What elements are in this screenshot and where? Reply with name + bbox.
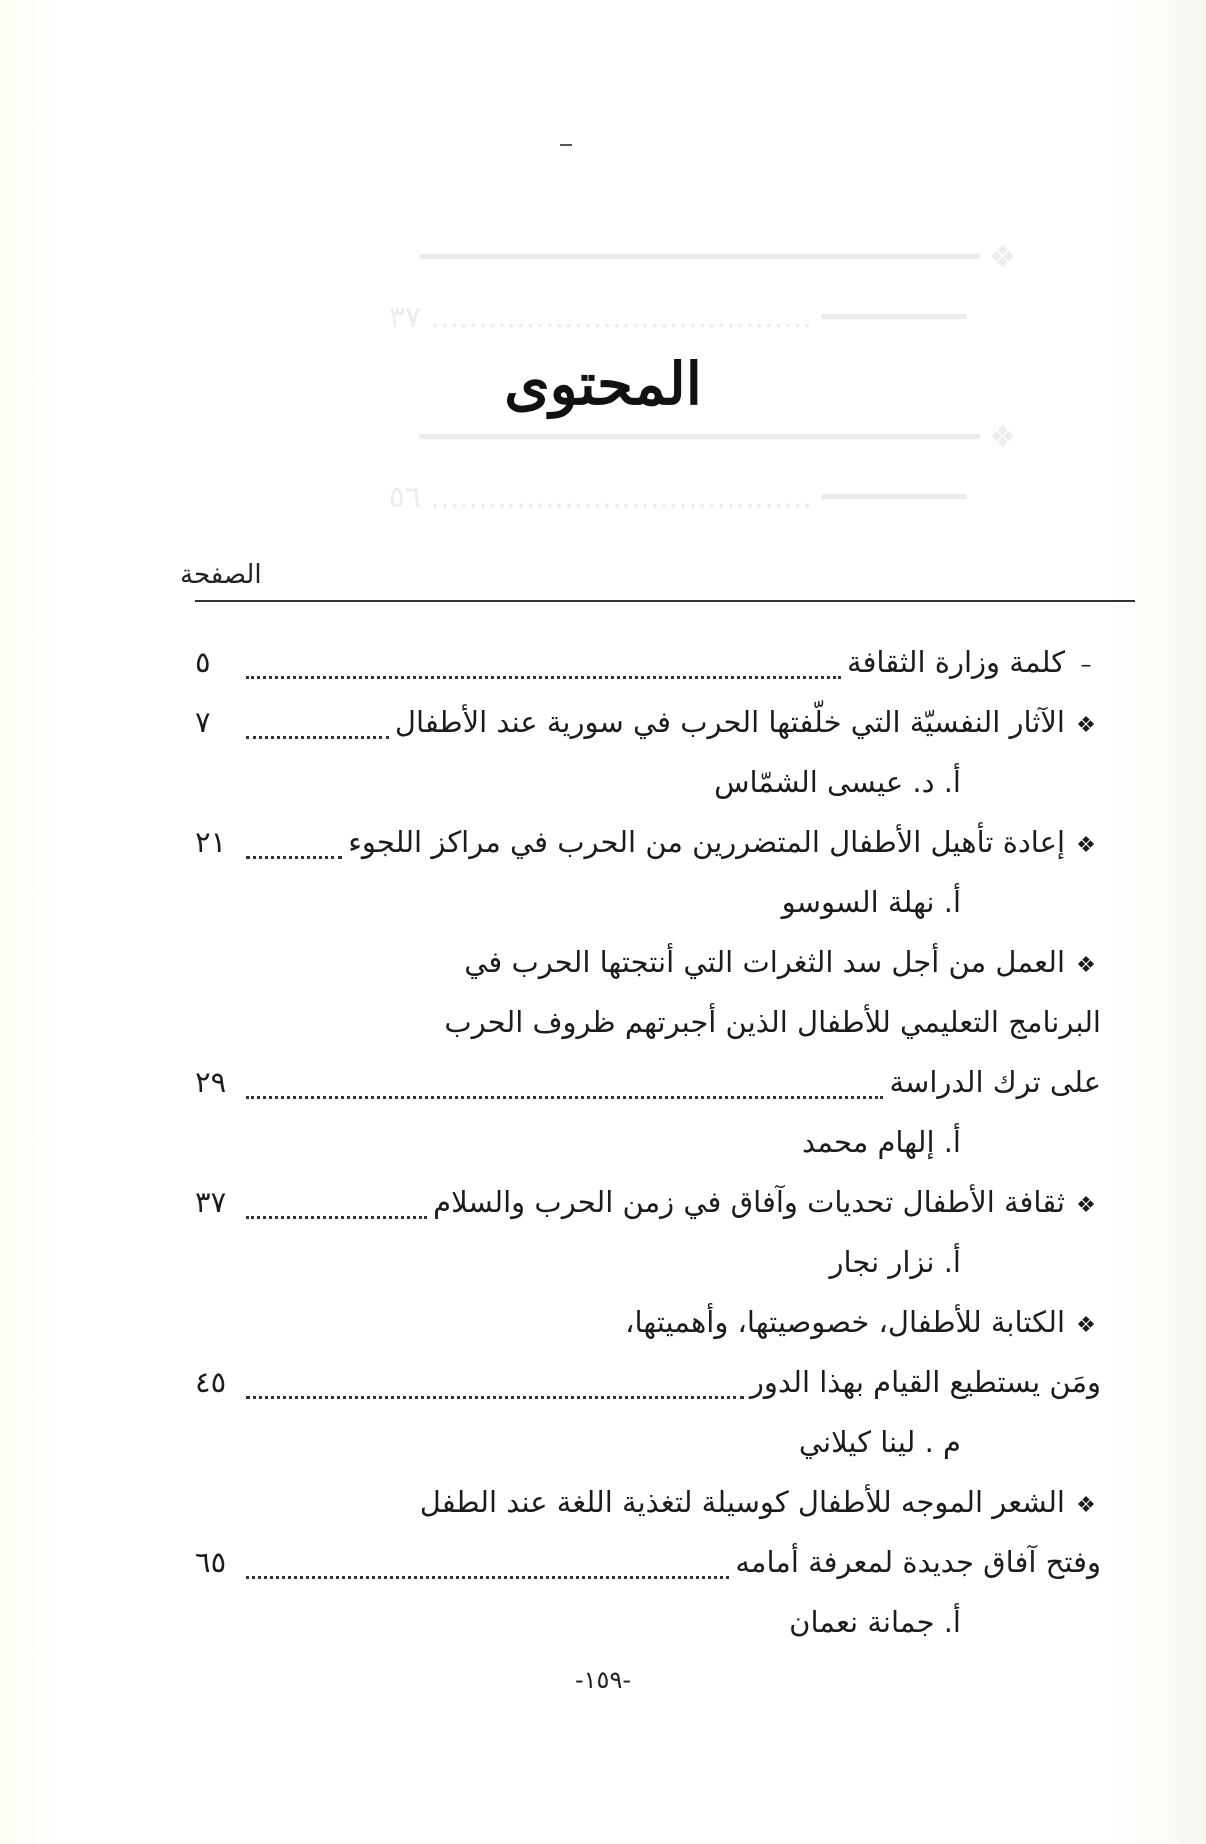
header-rule <box>195 600 1135 602</box>
toc-entry-line <box>240 1005 1101 1049</box>
entry-author: أ. جمانة نعمان <box>789 1605 961 1639</box>
entry-page-number: ٦٥ <box>195 1545 227 1579</box>
entry-page-number: ٧ <box>195 705 211 739</box>
diamond-bullet-icon: ❖ <box>1076 953 1096 978</box>
dot-leader <box>246 1576 729 1579</box>
diamond-bullet-icon: ❖ <box>1076 1493 1096 1518</box>
toc-entry-line <box>240 825 1101 869</box>
entry-title: الشعر الموجه للأطفال كوسيلة لتغذية اللغة عند الطفل <box>419 1485 1065 1519</box>
page-column-label: الصفحة <box>180 560 262 590</box>
toc-entry-line <box>240 1365 1101 1409</box>
top-dash-mark <box>560 144 572 146</box>
bleed-through-4: ━━━━━━━━ ........................................ ٥٦ <box>388 480 966 515</box>
entry-title: الآثار النفسيّة التي خلّفتها الحرب في سورية عند الأطفال <box>394 705 1065 739</box>
entry-author: أ. نهلة السوسو <box>781 885 961 919</box>
entry-title-continued: على ترك الدراسة <box>889 1065 1101 1099</box>
dot-leader <box>246 736 389 739</box>
dot-leader <box>246 1096 883 1099</box>
entry-title: إعادة تأهيل الأطفال المتضررين من الحرب في مراكز اللجوء <box>348 825 1065 859</box>
dot-leader <box>246 1396 744 1399</box>
diamond-bullet-icon: ❖ <box>1076 833 1096 858</box>
toc-entry-line <box>240 1545 1101 1589</box>
dash-bullet: – <box>1080 653 1092 678</box>
entry-title-continued: البرنامج التعليمي للأطفال الذين أجبرتهم ظروف الحرب <box>444 1005 1101 1039</box>
entry-author: أ. إلهام محمد <box>801 1125 961 1159</box>
entry-title: العمل من أجل سد الثغرات التي أنتجتها الحرب في <box>464 945 1065 979</box>
dot-leader <box>246 1216 427 1219</box>
page-number-footer: -١٥٩- <box>574 1666 631 1694</box>
entry-author: م . لينا كيلاني <box>798 1425 961 1459</box>
bleed-through-2: ━━━━━━━━ ........................................ ٣٧ <box>388 300 966 335</box>
dot-leader <box>246 856 342 859</box>
toc-entry-line <box>240 1305 1101 1349</box>
toc-entry-line <box>240 945 1101 989</box>
entry-page-number: ٢٩ <box>195 1065 227 1099</box>
toc-entry-line <box>240 645 1101 689</box>
entry-page-number: ٢١ <box>195 825 227 859</box>
entry-page-number: ٤٥ <box>195 1365 227 1399</box>
entry-author: أ. نزار نجار <box>829 1245 961 1279</box>
toc-entry-line <box>240 1065 1101 1109</box>
page-title: المحتوى <box>504 350 702 418</box>
entry-title-continued: وفتح آفاق جديدة لمعرفة أمامه <box>735 1545 1101 1579</box>
entry-page-number: ٣٧ <box>195 1185 227 1219</box>
diamond-bullet-icon: ❖ <box>1076 713 1096 738</box>
entry-title: ثقافة الأطفال تحديات وآفاق في زمن الحرب والسلام <box>433 1185 1065 1219</box>
dot-leader <box>246 676 841 679</box>
entry-title-continued: ومَن يستطيع القيام بهذا الدور <box>749 1365 1101 1399</box>
entry-page-number: ٥ <box>195 645 211 679</box>
diamond-bullet-icon: ❖ <box>1076 1193 1096 1218</box>
toc-entry-line <box>240 1485 1101 1529</box>
diamond-bullet-icon: ❖ <box>1076 1313 1096 1338</box>
bleed-through-3: ❖ ━━━━━━━━━━━━━━━━━━━━━━━━━━━━━━━ <box>419 420 1016 455</box>
entry-author: أ. د. عيسى الشمّاس <box>714 765 961 799</box>
bleed-through-1: ❖ ━━━━━━━━━━━━━━━━━━━━━━━━━━━━━━━ <box>419 240 1016 275</box>
entry-title: كلمة وزارة الثقافة <box>847 645 1065 679</box>
toc-entry-line <box>240 705 1101 749</box>
entry-title: الكتابة للأطفال، خصوصيتها، وأهميتها، <box>625 1305 1065 1339</box>
toc-entry-line <box>240 1185 1101 1229</box>
